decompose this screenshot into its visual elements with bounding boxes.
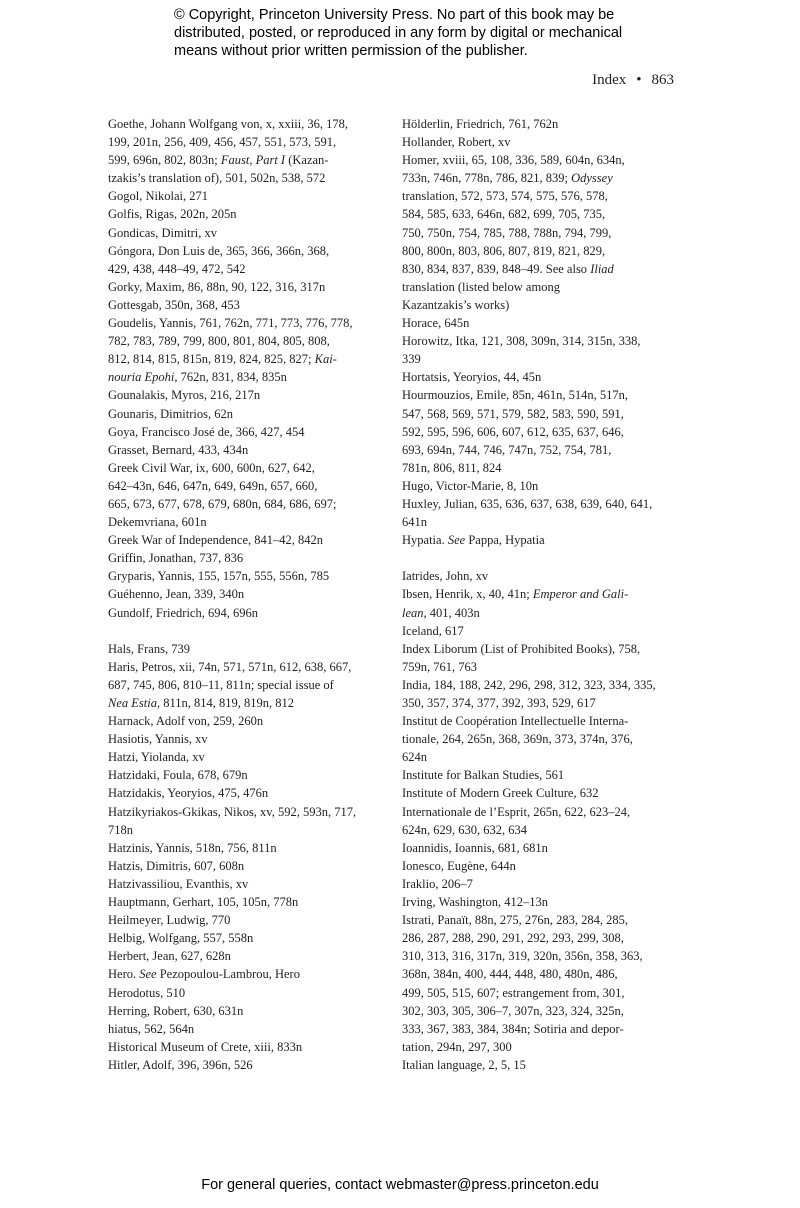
index-entry-line: Gondicas, Dimitri, xv (108, 225, 218, 240)
index-entry-line: 339 (402, 352, 421, 367)
index-entry-line: Hourmouzios, Emile, 85n, 461n, 514n, 517n, (402, 388, 629, 403)
index-entry-line: tionale, 264, 265n, 368, 369n, 373, 374n, 376, (402, 732, 633, 747)
index-entry-line: translation, 572, 573, 574, 575, 576, 578, (402, 189, 608, 204)
index-entry-line: 733n, 746n, 778n, 786, 821, 839; Odyssey (402, 171, 613, 186)
index-entry-line: Hero. See Pezopoulou-Lambrou, Hero (108, 967, 300, 982)
index-entry (108, 766, 384, 784)
index-entry (108, 911, 384, 929)
index-entry-line: 718n (108, 822, 133, 837)
index-entry-line: Hatzidaki, Foula, 678, 679n (108, 768, 248, 783)
index-entry-line: Index Liborum (List of Prohibited Books), 758, (402, 641, 641, 656)
index-entry (108, 224, 384, 242)
index-entry-line: Gounalakis, Myros, 216, 217n (108, 388, 261, 403)
index-entry (402, 857, 678, 875)
index-entry-line: Iatrides, John, xv (402, 569, 489, 584)
index-entry-line: 429, 438, 448–49, 472, 542 (108, 261, 246, 276)
copyright-line: distributed, posted, or reproduced in any form by digital or mechanical (174, 25, 623, 41)
index-entry-line: Gorky, Maxim, 86, 88n, 90, 122, 316, 317n (108, 279, 326, 294)
index-entry-line: Gundolf, Friedrich, 694, 696n (108, 605, 258, 620)
page-number: 863 (651, 72, 674, 88)
index-entry (402, 911, 678, 1056)
letter-section-gap (402, 549, 678, 567)
footer-contact: For general queries, contact webmaster@press.princeton.edu (201, 1177, 599, 1193)
index-entry-line: Ibsen, Henrik, x, 40, 41n; Emperor and Gali- (402, 587, 629, 602)
index-entry-line: 499, 505, 515, 607; estrangement from, 301, (402, 985, 625, 1000)
index-entry (108, 314, 384, 386)
index-entry (108, 278, 384, 296)
index-entry (402, 386, 678, 476)
index-entry-line: nouria Epohi, 762n, 831, 834, 835n (108, 370, 287, 385)
index-entry (108, 531, 384, 549)
index-entry-line: Iceland, 617 (402, 623, 464, 638)
index-entry-line: Hatzikyriakos-Gkikas, Nikos, xv, 592, 593n, 717, (108, 804, 357, 819)
index-entry (108, 1038, 384, 1056)
index-entry (402, 839, 678, 857)
index-entry-line: Hatzinis, Yannis, 518n, 756, 811n (108, 840, 277, 855)
index-entry-line: Hypatia. See Pappa, Hypatia (402, 533, 545, 548)
index-entry-line: Nea Estia, 811n, 814, 819, 819n, 812 (108, 696, 295, 710)
index-entry-line: lean, 401, 403n (402, 605, 480, 620)
index-entry (402, 622, 678, 640)
index-entry-line: Grasset, Bernard, 433, 434n (108, 442, 249, 457)
index-entry-line: 624n (402, 750, 427, 765)
index-entry (108, 585, 384, 603)
index-entry-line: 199, 201n, 256, 409, 456, 457, 551, 573, 591, (108, 135, 337, 150)
index-entry (402, 531, 678, 549)
index-entry (108, 893, 384, 911)
index-entry-line: 800, 800n, 803, 806, 807, 819, 821, 829, (402, 243, 606, 258)
index-entry-line: Irving, Washington, 412–13n (402, 895, 548, 910)
index-entry-line: Historical Museum of Crete, xiii, 833n (108, 1039, 303, 1054)
index-entry-line: translation (listed below among (402, 279, 560, 294)
index-entry (108, 730, 384, 748)
index-entry (402, 151, 678, 314)
index-entry (108, 423, 384, 441)
index-entry-line: Kazantzakis’s works) (402, 297, 510, 312)
index-entry (402, 803, 678, 839)
index-entry (108, 386, 384, 404)
index-entry (402, 1056, 678, 1074)
index-entry-line: 642–43n, 646, 647n, 649, 649n, 657, 660, (108, 478, 318, 493)
index-entry (108, 187, 384, 205)
index-entry-line: India, 184, 188, 242, 296, 298, 312, 323, 334, 335, (402, 677, 656, 692)
index-entry (402, 676, 678, 712)
index-entry-line: Hölderlin, Friedrich, 761, 762n (402, 117, 559, 131)
index-entry (108, 567, 384, 585)
index-entry-line: 830, 834, 837, 839, 848–49. See also Iliad (402, 261, 614, 276)
index-entry-line: Hauptmann, Gerhart, 105, 105n, 778n (108, 895, 299, 910)
letter-section-gap (108, 622, 384, 640)
index-entry-line: 310, 313, 316, 317n, 319, 320n, 356n, 358, 363, (402, 949, 643, 964)
index-entry-line: 781n, 806, 811, 824 (402, 460, 502, 475)
index-entry-line: 599, 696n, 802, 803n; Faust, Part I (Kazan- (108, 153, 329, 168)
index-entry-line: Horowitz, Itka, 121, 308, 309n, 314, 315n, 338, (402, 334, 641, 349)
index-entry-line: Dekemvriana, 601n (108, 515, 207, 530)
index-entry-line: 750, 750n, 754, 785, 788, 788n, 794, 799, (402, 225, 612, 240)
index-entry (108, 1002, 384, 1020)
index-entry-line: Gogol, Nikolai, 271 (108, 189, 208, 204)
index-entry (108, 405, 384, 423)
index-entry-line: Helbig, Wolfgang, 557, 558n (108, 931, 254, 946)
index-entry (108, 1020, 384, 1038)
index-entry-line: Guéhenno, Jean, 339, 340n (108, 587, 245, 602)
index-entry-line: Hatzis, Dimitris, 607, 608n (108, 858, 245, 873)
index-entry-line: Hitler, Adolf, 396, 396n, 526 (108, 1057, 253, 1072)
index-entry (108, 1056, 384, 1074)
index-entry-line: Internationale de l’Esprit, 265n, 622, 623–24, (402, 804, 631, 819)
index-entry-line: Hatzidakis, Yeoryios, 475, 476n (108, 786, 269, 801)
index-entry (108, 857, 384, 875)
index-entry-line: 592, 595, 596, 606, 607, 612, 635, 637, 646, (402, 424, 624, 439)
index-entry-line: 624n, 629, 630, 632, 634 (402, 822, 527, 837)
index-entry-line: Heilmeyer, Ludwig, 770 (108, 913, 231, 928)
index-entry-line: Hasiotis, Yannis, xv (108, 732, 208, 747)
index-entry (108, 784, 384, 802)
index-entry (108, 748, 384, 766)
index-entry (108, 549, 384, 567)
copyright-line: © Copyright, Princeton University Press. No part of this book may be (174, 7, 615, 23)
index-entry-line: 687, 745, 806, 810–11, 811n; special issue of (108, 677, 334, 692)
index-entry (402, 766, 678, 784)
copyright-notice (174, 6, 644, 60)
index-entry (402, 640, 678, 676)
index-entry (108, 875, 384, 893)
index-entry-line: 665, 673, 677, 678, 679, 680n, 684, 686, 697; (108, 496, 337, 511)
section-title: Index (592, 72, 627, 88)
index-entry (402, 495, 678, 531)
index-entry-line: Italian language, 2, 5, 15 (402, 1057, 526, 1072)
index-entry (108, 296, 384, 314)
index-entry (402, 115, 678, 133)
index-entry-line: Huxley, Julian, 635, 636, 637, 638, 639, 640, 641, (402, 496, 653, 511)
index-entry (108, 839, 384, 857)
index-entry (108, 115, 384, 187)
index-entry-line: 302, 303, 305, 306–7, 307n, 323, 324, 325n, (402, 1003, 624, 1018)
index-entry (108, 604, 384, 622)
running-head (592, 72, 674, 89)
index-entry (402, 332, 678, 368)
index-entry (108, 640, 384, 658)
index-entry (108, 205, 384, 223)
index-entry (108, 965, 384, 983)
index-entry-line: Góngora, Don Luis de, 365, 366, 366n, 368, (108, 243, 330, 258)
index-entry (108, 712, 384, 730)
index-entry-line: 584, 585, 633, 646n, 682, 699, 705, 735, (402, 207, 606, 222)
index-entry-line: Greek War of Independence, 841–42, 842n (108, 533, 324, 548)
index-entry-line: Horace, 645n (402, 316, 470, 331)
index-entry (108, 929, 384, 947)
index-entry-line: Griffin, Jonathan, 737, 836 (108, 551, 244, 566)
index-entry (402, 314, 678, 332)
index-entry-line: Hugo, Victor-Marie, 8, 10n (402, 478, 539, 493)
index-entry-line: Golfis, Rigas, 202n, 205n (108, 207, 237, 222)
index-entry-line: Institute of Modern Greek Culture, 632 (402, 786, 599, 801)
index-entry-line: 333, 367, 383, 384, 384n; Sotiria and depor- (402, 1021, 624, 1036)
index-entry-line: 812, 814, 815, 815n, 819, 824, 825, 827; Kai- (108, 352, 337, 367)
index-entry-line: 350, 357, 374, 377, 392, 393, 529, 617 (402, 696, 596, 710)
index-entry (108, 459, 384, 531)
index-entry-line: 693, 694n, 744, 746, 747n, 752, 754, 781, (402, 442, 612, 457)
index-column-right (402, 115, 678, 1074)
index-entry (402, 784, 678, 802)
index-entry-line: tzakis’s translation of), 501, 502n, 538, 572 (108, 171, 326, 186)
index-entry-line: Gounaris, Dimitrios, 62n (108, 406, 233, 421)
index-entry (402, 712, 678, 766)
index-entry-line: Herodotus, 510 (108, 985, 186, 1000)
index-entry (108, 441, 384, 459)
index-entry-line: 547, 568, 569, 571, 579, 582, 583, 590, 591, (402, 406, 624, 421)
index-entry-line: Goethe, Johann Wolfgang von, x, xxiii, 36, 178, (108, 117, 349, 131)
index-entry (402, 585, 678, 621)
index-entry-line: 368n, 384n, 400, 444, 448, 480, 480n, 486, (402, 967, 618, 982)
index-entry (108, 242, 384, 278)
index-entry-line: Greek Civil War, ix, 600, 600n, 627, 642, (108, 460, 315, 475)
index-entry-line: Ionesco, Eugène, 644n (402, 858, 516, 873)
index-entry-line: Institut de Coopération Intellectuelle Interna- (402, 714, 629, 729)
index-column-left (108, 115, 384, 1074)
index-entry (402, 133, 678, 151)
index-entry (108, 984, 384, 1002)
index-entry-line: 286, 287, 288, 290, 291, 292, 293, 299, 308, (402, 931, 624, 946)
index-entry-line: Haris, Petros, xii, 74n, 571, 571n, 612, 638, 667, (108, 659, 352, 674)
index-entry-line: Ioannidis, Ioannis, 681, 681n (402, 840, 548, 855)
index-entry (402, 477, 678, 495)
index-entry-line: Gryparis, Yannis, 155, 157n, 555, 556n, 785 (108, 569, 330, 584)
index-entry-line: Goudelis, Yannis, 761, 762n, 771, 773, 776, 778, (108, 316, 353, 331)
index-entry-line: Harnack, Adolf von, 259, 260n (108, 714, 264, 729)
index-entry-line: hiatus, 562, 564n (108, 1021, 195, 1036)
index-entry-line: Herring, Robert, 630, 631n (108, 1003, 244, 1018)
index-entry-line: tation, 294n, 297, 300 (402, 1039, 512, 1054)
bullet-separator: • (636, 72, 642, 88)
index-entry-line: Hatzivassiliou, Evanthis, xv (108, 876, 249, 891)
index-entry-line: Goya, Francisco José de, 366, 427, 454 (108, 424, 305, 439)
index-entry-line: 782, 783, 789, 799, 800, 801, 804, 805, 808, (108, 334, 330, 349)
index-entry-line: Homer, xviii, 65, 108, 336, 589, 604n, 634n, (402, 153, 625, 168)
index-entry-line: Istrati, Panaït, 88n, 275, 276n, 283, 284, 285, (402, 913, 629, 928)
index-entry (402, 368, 678, 386)
index-entry-line: Hatzi, Yiolanda, xv (108, 750, 205, 765)
index-entry-line: 759n, 761, 763 (402, 659, 477, 674)
index-entry-line: Hals, Frans, 739 (108, 641, 190, 656)
index-entry-line: Herbert, Jean, 627, 628n (108, 949, 231, 964)
index-entry-line: Institute for Balkan Studies, 561 (402, 768, 565, 783)
index-entry (402, 567, 678, 585)
index-entry-line: Hortatsis, Yeoryios, 44, 45n (402, 370, 542, 385)
index-entry-line: Iraklio, 206–7 (402, 876, 473, 891)
index-entry (108, 658, 384, 712)
index-entry (402, 875, 678, 893)
index-entry (108, 947, 384, 965)
index-entry-line: Gottesgab, 350n, 368, 453 (108, 297, 240, 312)
index-entry (108, 803, 384, 839)
index-entry-line: 641n (402, 515, 427, 530)
copyright-line: means without prior written permission of the publisher. (174, 43, 528, 59)
index-entry-line: Hollander, Robert, xv (402, 135, 511, 150)
index-entry (402, 893, 678, 911)
